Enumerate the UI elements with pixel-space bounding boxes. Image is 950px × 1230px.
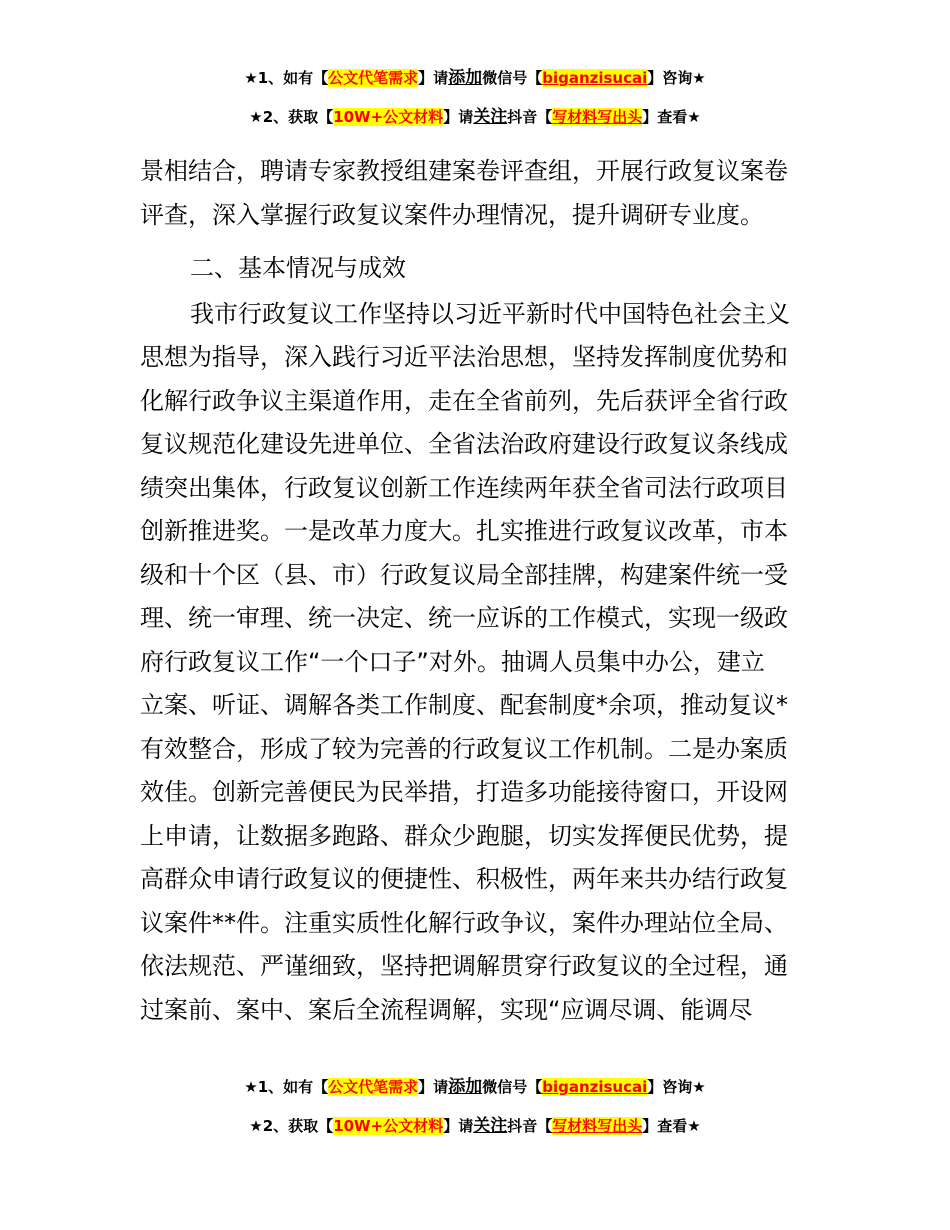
text-line: 我市行政复议工作坚持以习近平新时代中国特色社会主义 [190, 299, 790, 328]
promo-prefix: ★2、获取【 [249, 108, 334, 126]
header-promo-line-2 [0, 106, 950, 128]
promo-prefix: ★1、如有【 [244, 1078, 329, 1096]
promo-highlight-materials: 10W+公文材料 [333, 1117, 444, 1135]
promo-mid-text: 】请 [443, 1117, 474, 1135]
text-line: 评查，深入掌握行政复议案件办理情况，提升调研专业度。 [140, 200, 764, 229]
promo-suffix: 】查看★ [642, 108, 701, 126]
promo-mid-text: 】请 [418, 1078, 449, 1096]
promo-mid-text: 】请 [443, 108, 474, 126]
promo-suffix: 】咨询★ [647, 1078, 706, 1096]
promo-prefix: ★1、如有【 [244, 69, 329, 87]
text-line: 景相结合，聘请专家教授组建案卷评查组，开展行政复议案卷 [140, 157, 788, 185]
promo-mid-text-2: 微信号【 [482, 69, 543, 87]
text-line: 府行政复议工作“一个口子”对外。抽调人员集中办公，建立 [140, 647, 765, 676]
text-line: 理、统一审理、统一决定、统一应诉的工作模式，实现一级政 [140, 604, 788, 632]
section-heading: 二、基本情况与成效 [190, 254, 406, 282]
continuation-paragraph [140, 150, 820, 237]
promo-mid-text-2: 抖音【 [507, 1117, 553, 1135]
text-line: 上申请，让数据多跑路、群众少跑腿，切实发挥便民优势，提 [140, 821, 788, 850]
text-line: 思想为指导，深入践行习近平法治思想，坚持发挥制度优势和 [140, 343, 788, 371]
promo-suffix: 】查看★ [642, 1117, 701, 1135]
text-line: 级和十个区（县、市）行政复议局全部挂牌，构建案件统一受 [140, 560, 788, 589]
text-line: 创新推进奖。一是改革力度大。扎实推进行政复议改革，市本 [140, 517, 788, 545]
header-promo-line-1 [0, 67, 950, 89]
text-line: 绩突出集体，行政复议创新工作连续两年获全省司法行政项目 [140, 473, 788, 502]
text-line: 高群众申请行政复议的便捷性、积极性，两年来共办结行政复 [140, 865, 788, 893]
promo-wechat-id-link[interactable]: biganzisucai [542, 1078, 648, 1096]
text-line: 复议规范化建设先进单位、全省法治政府建设行政复议条线成 [140, 430, 788, 458]
promo-douyin-account-link[interactable]: 写材料写出头 [552, 1117, 643, 1135]
promo-underlined-action: 添加 [448, 1077, 483, 1097]
promo-douyin-account-link[interactable]: 写材料写出头 [552, 108, 643, 126]
text-line: 依法规范、严谨细致，坚持把调解贯穿行政复议的全过程，通 [140, 952, 788, 980]
promo-highlight-service: 公文代笔需求 [328, 1078, 419, 1096]
promo-underlined-action: 关注 [473, 107, 508, 127]
promo-highlight-service: 公文代笔需求 [328, 69, 419, 87]
text-line: 议案件**件。注重实质性化解行政争议，案件办理站位全局、 [140, 908, 788, 937]
promo-mid-text: 】请 [418, 69, 449, 87]
document-body [140, 150, 820, 1032]
text-line: 立案、听证、调解各类工作制度、配套制度*余项，推动复议* [140, 691, 788, 719]
promo-suffix: 】咨询★ [647, 69, 706, 87]
text-line: 效佳。创新完善便民为民举措，打造多功能接待窗口，开设网 [140, 778, 788, 806]
promo-underlined-action: 关注 [473, 1116, 508, 1136]
body-paragraph [140, 293, 820, 1033]
text-line: 有效整合，形成了较为完善的行政复议工作机制。二是办案质 [140, 734, 788, 763]
text-line: 过案前、案中、案后全流程调解，实现“应调尽调、能调尽 [140, 995, 753, 1024]
footer-promo-line-1 [0, 1076, 950, 1098]
promo-highlight-materials: 10W+公文材料 [333, 108, 444, 126]
promo-mid-text-2: 抖音【 [507, 108, 553, 126]
promo-underlined-action: 添加 [448, 68, 483, 88]
promo-prefix: ★2、获取【 [249, 1117, 334, 1135]
promo-mid-text-2: 微信号【 [482, 1078, 543, 1096]
text-line: 化解行政争议主渠道作用，走在全省前列，先后获评全省行政 [140, 386, 788, 415]
promo-wechat-id-link[interactable]: biganzisucai [542, 69, 648, 87]
footer-promo-line-2 [0, 1115, 950, 1137]
